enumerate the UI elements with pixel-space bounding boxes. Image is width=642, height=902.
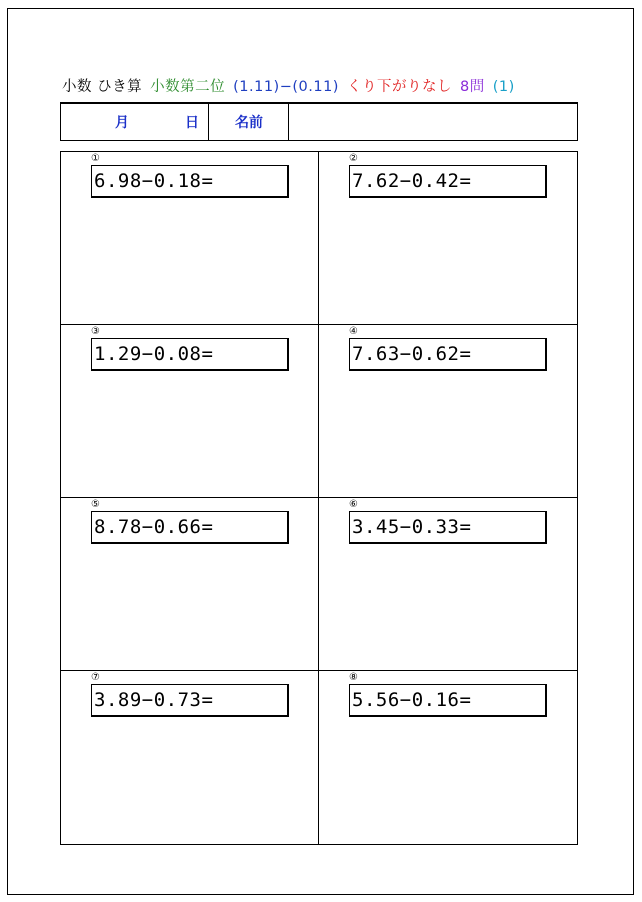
day-label: 日 [185, 115, 199, 131]
problem-cell [319, 325, 577, 498]
problem-expression: 7.63−0.62= [349, 338, 547, 371]
problem-number: ① [91, 153, 100, 164]
problem-expression: 5.56−0.16= [349, 684, 547, 717]
problem-number: ④ [349, 326, 358, 337]
problem-expression: 7.62−0.42= [349, 165, 547, 198]
month-label: 月 [115, 115, 129, 131]
title-count: 8問 [459, 79, 485, 95]
title-condition: くり下がりなし [346, 79, 452, 95]
title-format: (1.11)−(0.11) [233, 79, 339, 95]
problem-cell [61, 671, 319, 844]
problem-number: ⑧ [349, 672, 358, 683]
problem-cell [319, 498, 577, 671]
problem-expression: 6.98−0.18= [91, 165, 289, 198]
title-subject: 小数 ひき算 [62, 79, 143, 95]
problem-expression: 3.45−0.33= [349, 511, 547, 544]
problem-number: ③ [91, 326, 100, 337]
problem-cell [319, 152, 577, 325]
date-cell[interactable] [61, 104, 209, 140]
problem-expression: 3.89−0.73= [91, 684, 289, 717]
date-name-row [60, 102, 578, 141]
problem-expression: 8.78−0.66= [91, 511, 289, 544]
problem-number: ② [349, 153, 358, 164]
problem-cell [61, 325, 319, 498]
problem-cell [319, 671, 577, 844]
problem-grid [60, 151, 578, 845]
title-sheet-number: (1) [492, 79, 515, 95]
name-label: 名前 [209, 104, 289, 140]
title-level: 小数第二位 [150, 79, 226, 95]
problem-cell [61, 152, 319, 325]
problem-cell [61, 498, 319, 671]
name-field[interactable] [289, 104, 577, 140]
problem-expression: 1.29−0.08= [91, 338, 289, 371]
worksheet-title [62, 75, 523, 96]
problem-number: ⑤ [91, 499, 100, 510]
problem-number: ⑥ [349, 499, 358, 510]
problem-number: ⑦ [91, 672, 100, 683]
